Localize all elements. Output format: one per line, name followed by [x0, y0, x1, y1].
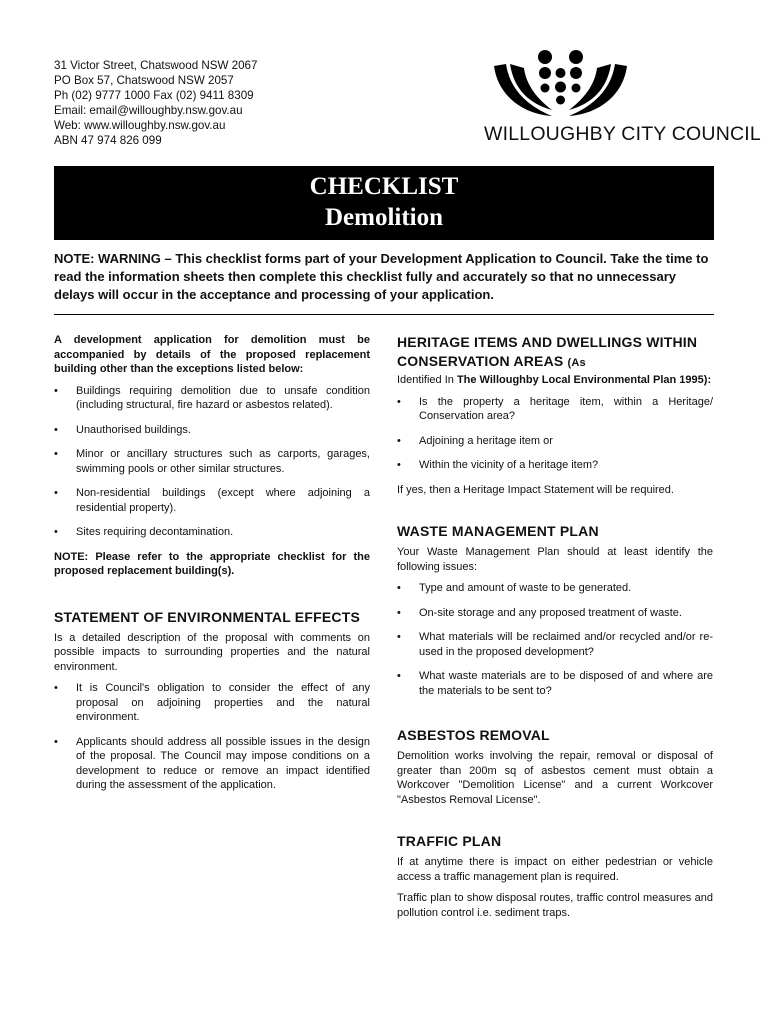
list-item: • What waste materials are to be disposed of and where are the materials to be sent to? — [397, 670, 713, 697]
section-heading-waste: WASTE MANAGEMENT PLAN — [397, 523, 599, 539]
list-item: • Sites requiring decontamination. — [54, 526, 234, 538]
left-column — [54, 333, 370, 803]
section-text: Demolition works involving the repair, removal or disposal of greater than 200m sq of asbestos cement must obtain a Workcover "Demolition License" and a current Workcover "Asbestos Removal License". — [397, 750, 713, 806]
address-line: 31 Victor Street, Chatswood NSW 2067 — [54, 59, 258, 72]
list-item: • Buildings requiring demolition due to unsafe condition (including structural, fire hazard or asbestos related). — [54, 384, 370, 411]
list-item: • Within the vicinity of a heritage item? — [397, 459, 599, 471]
section-text: If at anytime there is impact on either pedestrian or vehicle access a traffic management plan is required. — [397, 856, 713, 883]
section-text: Traffic plan to show disposal routes, traffic control measures and pollution control i.e. sediment traps. — [397, 892, 713, 919]
section-heading-traffic: TRAFFIC PLAN — [397, 833, 502, 849]
divider — [54, 314, 714, 315]
address-line: Web: www.willoughby.nsw.gov.au — [54, 119, 226, 132]
section-text: Your Waste Management Plan should at least identify the following issues: — [397, 546, 713, 573]
environmental-list — [54, 681, 370, 793]
section-text: Is a detailed description of the proposal with comments on possible impacts to surrounding properties and the natural environment. — [54, 631, 370, 673]
replacement-note: NOTE: Please refer to the appropriate checklist for the proposed replacement building(s). — [54, 550, 370, 577]
banner-title: CHECKLIST — [309, 173, 459, 200]
list-item: • Adjoining a heritage item or — [397, 434, 553, 447]
heritage-reference: Identified In The Willoughby Local Environmental Plan 1995): — [397, 374, 712, 386]
exceptions-list — [54, 384, 370, 540]
section-text: If yes, then a Heritage Impact Statement will be required. — [397, 483, 674, 496]
address-line: Email: email@willoughby.nsw.gov.au — [54, 104, 243, 117]
list-item: • Minor or ancillary structures such as carports, garages, swimming pools or other similar structures. — [54, 448, 370, 475]
list-item: • Unauthorised buildings. — [54, 423, 191, 436]
section-heading-environmental-effects: STATEMENT OF ENVIRONMENTAL EFFECTS — [54, 608, 360, 625]
list-item: • What materials will be reclaimed and/or recycled and/or re-used in the proposed development? — [397, 631, 713, 658]
list-item: • Is the property a heritage item, within a Heritage/ Conservation area? — [397, 395, 713, 422]
address-line: ABN 47 974 826 099 — [54, 134, 162, 147]
list-item: • Type and amount of waste to be generated. — [397, 582, 632, 594]
list-item: • Applicants should address all possible issues in the design of the proposal. The Council may impose conditions on a development to reduce or remove an impact identified during the assessment of the application. — [54, 735, 370, 791]
council-logo — [484, 44, 761, 150]
council-name: WILLOUGHBY CITY COUNCIL — [484, 123, 761, 145]
banner-subtitle: Demolition — [324, 204, 444, 231]
list-item: • Non-residential buildings (except where adjoining a residential property). — [54, 487, 370, 514]
right-column — [397, 333, 713, 927]
section-heading-heritage: HERITAGE ITEMS AND DWELLINGS WITHIN CONSERVATION AREAS (As — [397, 334, 698, 369]
address-line: Ph (02) 9777 1000 Fax (02) 9411 8309 — [54, 89, 254, 102]
intro-text: A development application for demolition must be accompanied by details of the proposed replacement building other than the exceptions listed below: — [54, 334, 370, 375]
section-heading-asbestos: ASBESTOS REMOVAL — [397, 727, 550, 743]
willoughby-flower-logo-icon — [488, 44, 716, 126]
council-address — [54, 58, 257, 148]
list-item: • It is Council's obligation to consider the effect of any proposal on adjoining properties and the natural environment. — [54, 682, 370, 723]
list-item: • On-site storage and any proposed treatment of waste. — [397, 606, 682, 619]
title-banner — [54, 166, 714, 240]
waste-list — [397, 581, 713, 698]
warning-note: NOTE: WARNING – This checklist forms part of your Development Application to Council. Take the time to read the information sheets then complete this checklist fully and accurately so that no unnecessary delays will occur in the acceptance and processing of your application. — [54, 251, 709, 302]
address-line: PO Box 57, Chatswood NSW 2057 — [54, 74, 234, 87]
heritage-list — [397, 395, 713, 473]
